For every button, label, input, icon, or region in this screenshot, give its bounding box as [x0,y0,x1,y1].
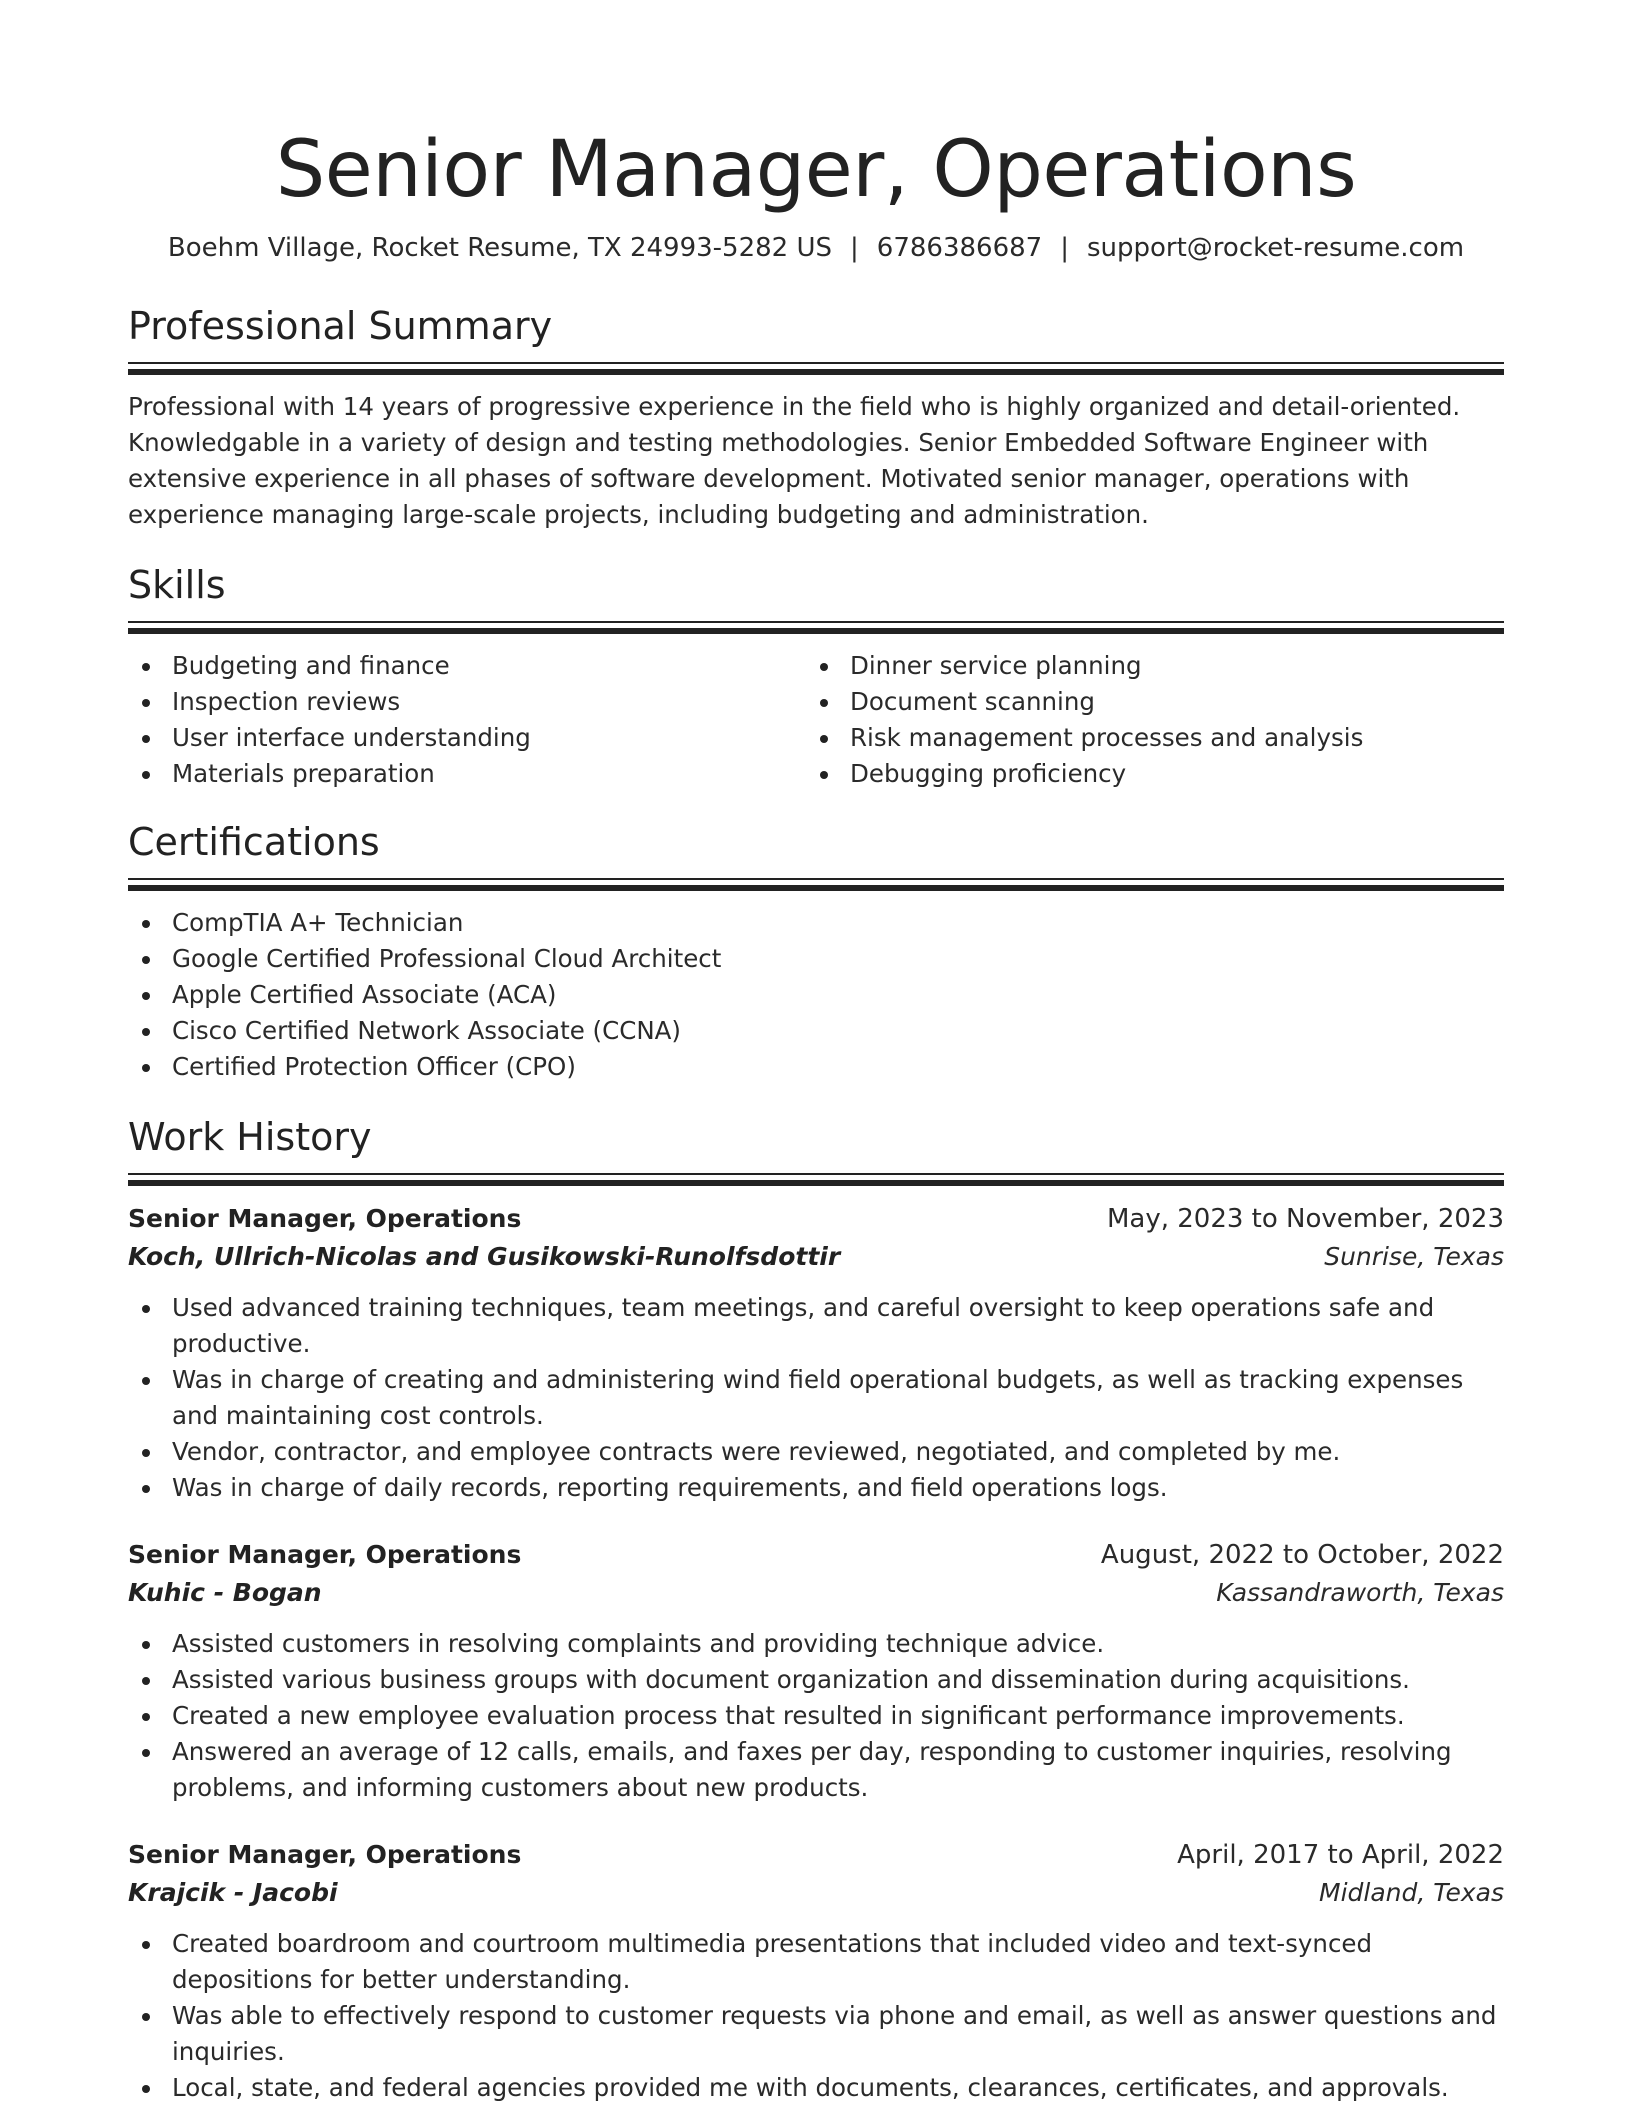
section-divider [128,1173,1504,1186]
bullet-icon [142,1485,150,1493]
bullet-icon [142,956,150,964]
skill-item: Inspection reviews [128,684,806,720]
job-dates: August, 2022 to October, 2022 [1100,1540,1504,1570]
bullet-icon [142,1305,150,1313]
job-bullet: Assisted customers in resolving complaints and providing technique advice. [128,1626,1504,1662]
skill-item: Dinner service planning [806,648,1484,684]
section-work-history [128,1113,1504,2106]
bullet-icon [142,699,150,707]
bullet-icon [142,1941,150,1949]
bullet-icon [142,1677,150,1685]
bullet-icon [142,1749,150,1757]
section-title-summary: Professional Summary [128,304,553,348]
job-entry [128,1536,1504,1806]
bullet-icon [142,1449,150,1457]
job-bullets [128,1626,1504,1806]
bullet-icon [142,1377,150,1385]
contact-separator: | [850,233,859,263]
bullet-icon [142,1064,150,1072]
job-location: Midland, Texas [1319,1878,1504,1907]
certification-item: CompTIA A+ Technician [128,905,1504,941]
job-dates: May, 2023 to November, 2023 [1106,1204,1504,1234]
contact-separator: | [1060,233,1069,263]
resume-content [128,0,1504,2106]
skill-item: Document scanning [806,684,1484,720]
bullet-icon [142,663,150,671]
job-title: Senior Manager, Operations [128,1840,522,1869]
job-bullet: Local, state, and federal agencies provided me with documents, clearances, certificates, and approvals. [128,2070,1504,2106]
section-certifications [128,818,1504,1085]
bullet-icon [820,663,828,671]
job-dates: April, 2017 to April, 2022 [1177,1840,1504,1870]
skill-item: Risk management processes and analysis [806,720,1484,756]
job-bullets [128,1926,1504,2106]
bullet-icon [820,699,828,707]
bullet-icon [820,771,828,779]
job-bullet: Created boardroom and courtroom multimedia presentations that included video and text-synced depositions for better understanding. [128,1926,1504,1998]
contact-line [128,230,1504,266]
certification-item: Apple Certified Associate (ACA) [128,977,1504,1013]
job-bullet: Used advanced training techniques, team meetings, and careful oversight to keep operations safe and productive. [128,1290,1504,1362]
bullet-icon [142,920,150,928]
bullet-icon [142,1641,150,1649]
bullet-icon [142,1028,150,1036]
job-location: Kassandraworth, Texas [1216,1578,1504,1607]
bullet-icon [142,2085,150,2093]
job-location: Sunrise, Texas [1324,1242,1504,1271]
bullet-icon [142,735,150,743]
section-title-certifications: Certifications [128,820,380,864]
certification-item: Cisco Certified Network Associate (CCNA) [128,1013,1504,1049]
certifications-list [128,905,1504,1085]
job-title: Senior Manager, Operations [128,1540,522,1569]
job-bullet: Assisted various business groups with document organization and dissemination during acquisitions. [128,1662,1504,1698]
job-company: Krajcik - Jacobi [128,1878,338,1907]
job-bullet: Was able to effectively respond to customer requests via phone and email, as well as answer questions and inquiries. [128,1998,1504,2070]
job-bullet: Created a new employee evaluation process that resulted in significant performance improvements. [128,1698,1504,1734]
contact-email[interactable]: support@rocket-resume.com [1086,233,1465,263]
job-bullet: Was in charge of creating and administering wind field operational budgets, as well as tracking expenses and maintaining cost controls. [128,1362,1504,1434]
job-company: Kuhic - Bogan [128,1578,322,1607]
skill-item: Budgeting and finance [128,648,806,684]
skills-grid [128,634,1504,792]
contact-address: Boehm Village, Rocket Resume, TX 24993-5282 US [167,233,833,263]
certification-item: Certified Protection Officer (CPO) [128,1049,1504,1085]
job-bullet: Vendor, contractor, and employee contracts were reviewed, negotiated, and completed by me. [128,1434,1504,1470]
certification-item: Google Certified Professional Cloud Architect [128,941,1504,977]
bullet-icon [142,1713,150,1721]
skills-column-right [806,634,1484,792]
section-divider [128,878,1504,891]
section-summary [128,302,1504,533]
bullet-icon [820,735,828,743]
bullet-icon [142,2013,150,2021]
skill-item: User interface understanding [128,720,806,756]
section-title-work-history: Work History [128,1115,372,1159]
section-skills [128,561,1504,792]
summary-text: Professional with 14 years of progressive experience in the field who is highly organized and detail-oriented. Knowledgable in a variety of design and testing methodologies. Senior Embedded Software Engineer with extensive experience in all phases of software development. Motivated senior manager, operations with experience managing large-scale projects, including budgeting and administration. [128,392,1461,529]
skills-column-left [128,634,806,792]
bullet-icon [142,771,150,779]
bullet-icon [142,992,150,1000]
skill-item: Materials preparation [128,756,806,792]
job-company: Koch, Ullrich-Nicolas and Gusikowski-Runolfsdottir [128,1242,841,1271]
contact-phone: 6786386687 [876,233,1043,263]
job-bullets [128,1290,1504,1506]
section-divider [128,621,1504,634]
section-divider [128,362,1504,375]
candidate-name: Senior Manager, Operations [275,125,1357,215]
job-entry [128,1836,1504,2106]
job-bullet: Was in charge of daily records, reporting requirements, and field operations logs. [128,1470,1504,1506]
job-title: Senior Manager, Operations [128,1204,522,1233]
section-title-skills: Skills [128,563,226,607]
skill-item: Debugging proficiency [806,756,1484,792]
job-entry [128,1200,1504,1506]
job-bullet: Answered an average of 12 calls, emails, and faxes per day, responding to customer inquiries, resolving problems, and informing customers about new products. [128,1734,1504,1806]
